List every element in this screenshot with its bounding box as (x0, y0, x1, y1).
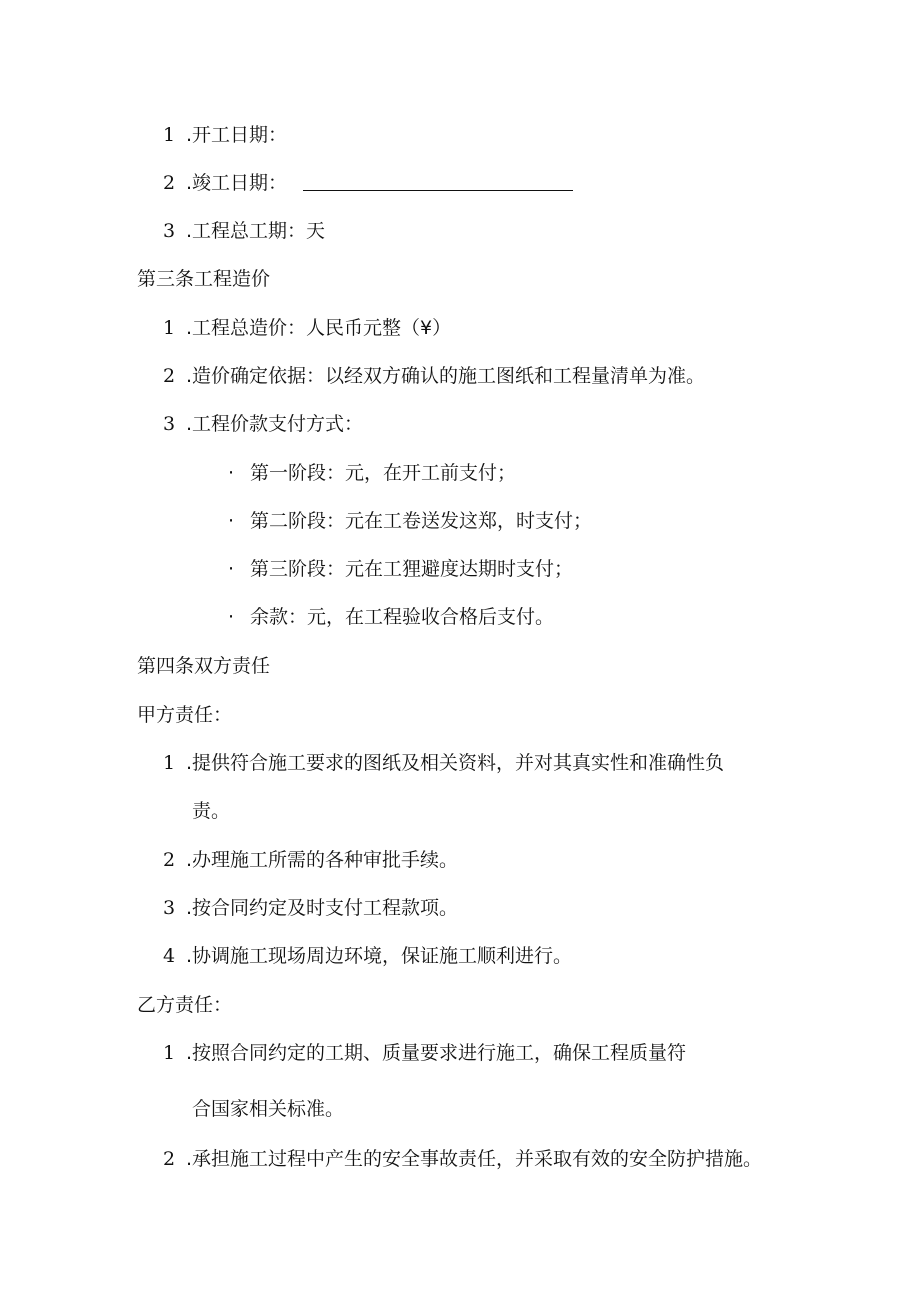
start-date-label: .开工日期： (186, 124, 288, 146)
item-number: 1 (163, 317, 176, 339)
bullet: · (228, 462, 235, 484)
party-b-duty-2: .承担施工过程中产生的安全事故责任，并采取有效的安全防护措施。 (186, 1148, 763, 1170)
payment-balance: 余款：元，在工程验收合格后支付。 (250, 606, 555, 628)
payment-stage-2: 第二阶段：元在工卷送发这郑，时支付； (250, 510, 593, 532)
party-a-duty-2: .办理施工所需的各种审批手续。 (186, 849, 459, 871)
bullet: · (228, 558, 235, 580)
party-a-duty-3: .按合同约定及时支付工程款项。 (186, 897, 459, 919)
payment-method-line: .工程价款支付方式： (186, 413, 364, 435)
total-cost-line: .工程总造价：人民币元整（¥） (186, 317, 452, 339)
payment-stage-1: 第一阶段：元，在开工前支付； (250, 462, 517, 484)
item-number: 2 (163, 365, 176, 387)
total-duration-label: .工程总工期：天 (186, 220, 326, 242)
completion-date-label: .竣工日期： (186, 172, 288, 194)
article-3-heading: 第三条工程造价 (137, 268, 271, 290)
party-a-duty-1-cont: 责。 (192, 800, 231, 822)
bullet: · (228, 510, 235, 532)
item-number: 1 (163, 752, 176, 774)
party-a-duty-4: .协调施工现场周边环境，保证施工顺利进行。 (186, 945, 573, 967)
item-number: 2 (163, 1148, 176, 1170)
item-number: 3 (163, 220, 176, 242)
item-number: 2 (163, 172, 176, 194)
item-number: 4 (163, 945, 176, 967)
cost-basis-line: .造价确定依据：以经双方确认的施工图纸和工程量清单为准。 (186, 365, 706, 387)
item-number: 3 (163, 897, 176, 919)
party-a-duty-1: .提供符合施工要求的图纸及相关资料，并对其真实性和准确性负 (186, 752, 725, 774)
party-b-label: 乙方责任： (137, 994, 233, 1016)
payment-stage-3: 第三阶段：元在工狸避度达期时支付； (250, 558, 574, 580)
item-number: 3 (163, 413, 176, 435)
party-b-duty-1-cont: 合国家相关标准。 (192, 1098, 345, 1120)
party-a-label: 甲方责任： (137, 704, 233, 726)
party-b-duty-1: .按照合同约定的工期、质量要求进行施工，确保工程质量符 (186, 1042, 687, 1064)
item-number: 1 (163, 124, 176, 146)
article-4-heading: 第四条双方责任 (137, 655, 271, 677)
completion-date-blank (303, 190, 573, 191)
item-number: 2 (163, 849, 176, 871)
bullet: · (228, 606, 235, 628)
item-number: 1 (163, 1042, 176, 1064)
